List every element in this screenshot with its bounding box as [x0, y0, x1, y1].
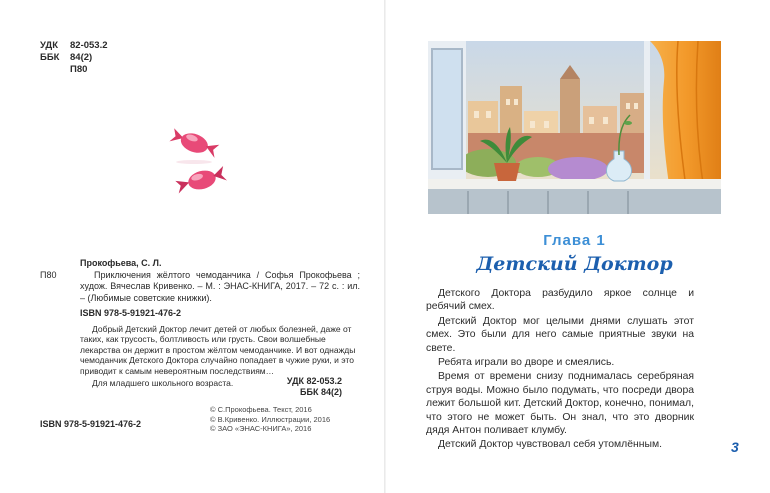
- author-code: П80: [70, 64, 88, 75]
- copyright-block: [210, 405, 330, 434]
- author-code-side: П80: [40, 269, 57, 280]
- classification-right: [230, 376, 342, 398]
- annotation: Добрый Детский Доктор лечит детей от любых болезней, даже от таких, как трусость, болтливость или грусть. Свои волшебные лекарства он держит в простом жёлтом чемоданчике. И вот однажды чемоданчик Детского Доктора случайно попадает в чужие руки, и это приводит к самым невероятным последствиям…: [80, 323, 356, 376]
- page-gutter: [384, 0, 386, 493]
- udk-label: УДК: [40, 40, 58, 51]
- age-note: Для младшего школьного возраста.: [92, 378, 234, 388]
- chapter-number: Глава 1: [543, 232, 606, 249]
- copyright-illustrations: © В.Кривенко. Иллюстрации, 2016: [210, 414, 331, 424]
- bbk-right-value: ББК 84(2): [300, 387, 342, 397]
- book-description: Приключения жёлтого чемоданчика / Софья Прокофьева ; худож. Вячеслав Кривенко. – М. : ЭНАС-КНИГА, 2017. – 72 с. : ил. – (Любимые советские книжки).: [80, 269, 360, 303]
- bbk-value: 84(2): [70, 52, 93, 63]
- classification-block: [40, 40, 108, 76]
- page-number: 3: [731, 439, 739, 455]
- copyright-publisher: © ЗАО «ЭНАС-КНИГА», 2016: [210, 424, 312, 433]
- paragraph: Время от времени снизу поднималась серебряная струя воды. Можно было подумать, что посреди двора лежит большой кит. Детский Доктор, конечно, понимал, что этого не может быть. Он знал, что это дворник дядя Антон поливает клумбу.: [426, 371, 694, 437]
- paragraph: Детский Доктор мог целыми днями слушать этот смех. Это были для него самые приятные звуки на свете.: [426, 315, 694, 354]
- copyright-text: © С.Прокофьева. Текст, 2016: [210, 405, 312, 414]
- udk-value: 82-053.2: [70, 40, 108, 51]
- paragraph: Детский Доктор чувствовал себя утомлённым.: [438, 439, 662, 451]
- udk-right-value: УДК 82-053.2: [286, 376, 342, 386]
- candy-illustration: [162, 122, 232, 200]
- chapter-title: Детский Доктор: [476, 253, 673, 275]
- bbk-label: ББК: [40, 52, 60, 63]
- isbn-inline: ISBN 978-5-91921-476-2: [80, 308, 182, 318]
- author-name: Прокофьева, С. Л.: [80, 258, 162, 268]
- bibliographic-record: [40, 258, 360, 389]
- isbn-bottom: ISBN 978-5-91921-476-2: [40, 419, 142, 429]
- window-illustration: [428, 41, 721, 214]
- paragraph: Детского Доктора разбудило яркое солнце и ребячий смех.: [426, 288, 694, 313]
- chapter-text: [426, 287, 694, 453]
- paragraph: Ребята играли во дворе и смеялись.: [438, 357, 615, 369]
